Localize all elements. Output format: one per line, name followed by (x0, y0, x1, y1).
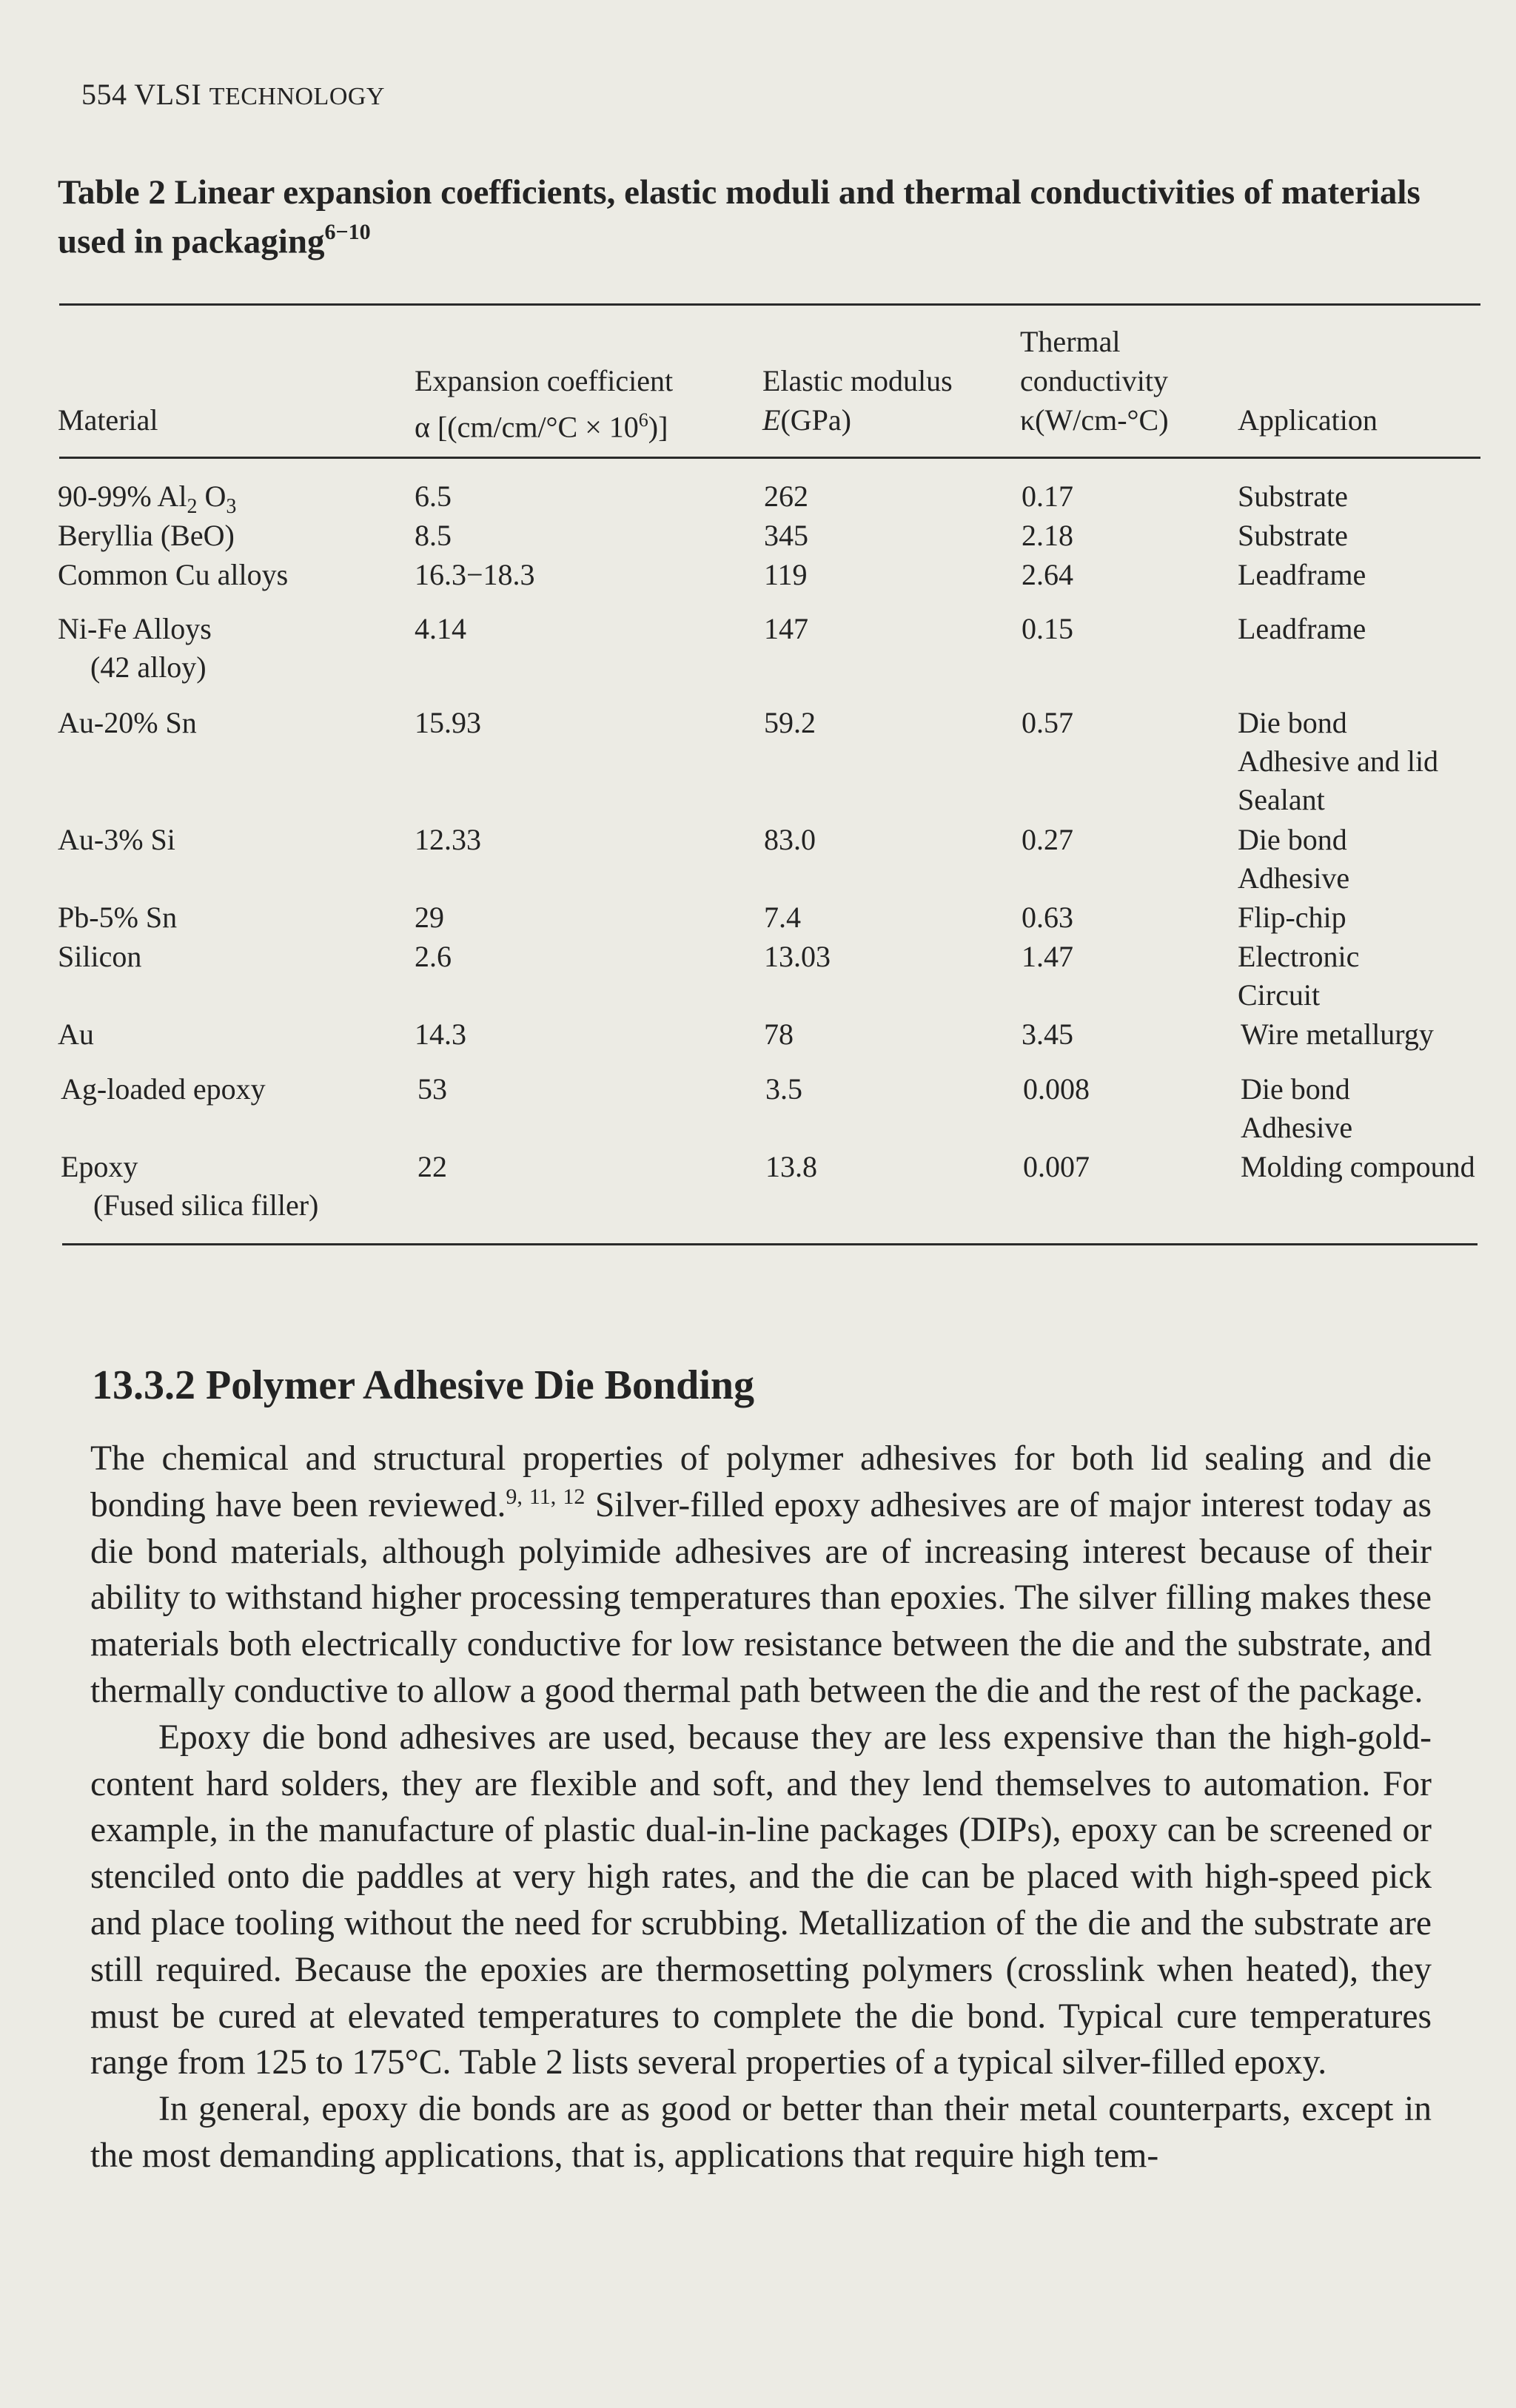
table-header-rule (59, 457, 1480, 459)
cell-material: Au-20% Sn (58, 706, 197, 739)
citation-reference: 9, 11, 12 (506, 1484, 586, 1509)
cell-expansion: 16.3−18.3 (415, 558, 535, 591)
table-bottom-rule (62, 1243, 1478, 1245)
table-top-rule (59, 303, 1480, 306)
cell-elastic: 78 (764, 1018, 794, 1051)
cell-material: Common Cu alloys (58, 558, 289, 591)
cell-expansion: 6.5 (415, 480, 452, 513)
cell-material: Au-3% Si (58, 823, 175, 856)
cell-expansion: 14.3 (415, 1018, 466, 1051)
body-text (90, 1436, 1432, 2179)
section-heading: 13.3.2 Polymer Adhesive Die Bonding (92, 1362, 755, 1408)
cell-application: Flip-chip (1238, 901, 1346, 934)
cell-application: Substrate (1238, 519, 1348, 552)
cell-thermal: 0.63 (1022, 901, 1073, 934)
header-application: Application (1238, 403, 1378, 437)
cell-application: Leadframe (1238, 558, 1366, 591)
cell-material: Epoxy (Fused silica filler) (61, 1150, 319, 1222)
cell-application: Leadframe (1238, 612, 1366, 645)
header-thermal: Thermal conductivity κ(W/cm-°C) (1020, 325, 1169, 437)
cell-elastic: 345 (764, 519, 808, 552)
cell-elastic: 3.5 (765, 1072, 802, 1106)
page-number: 554 (81, 78, 127, 111)
cell-expansion: 8.5 (415, 519, 452, 552)
cell-elastic: 83.0 (764, 823, 816, 856)
cell-expansion: 29 (415, 901, 444, 934)
cell-application: Die bond Adhesive (1241, 1072, 1353, 1144)
cell-elastic: 147 (764, 612, 808, 645)
cell-material: 90-99% $Al_2$ $O_3$ (58, 480, 237, 518)
cell-material: Ni-Fe Alloys (42 alloy) (58, 612, 212, 684)
cell-application: Wire metallurgy (1241, 1018, 1434, 1051)
cell-elastic: 59.2 (764, 706, 816, 739)
running-title-rest: TECHNOLOGY (209, 83, 385, 110)
cell-thermal: 0.008 (1023, 1072, 1090, 1106)
cell-thermal: 0.15 (1022, 612, 1073, 645)
cell-elastic: 7.4 (764, 901, 801, 934)
cell-material: Silicon (58, 940, 142, 973)
cell-elastic: 262 (764, 480, 808, 513)
header-expansion: Expansion coefficient α $[(cm/cm/^\circ C \times 10^6)]$ (415, 364, 674, 444)
table-caption (58, 172, 1464, 263)
cell-elastic: 13.8 (765, 1150, 817, 1183)
table-caption-text: Table 2 Linear expansion coefficients, elastic moduli and thermal conductivities of materials used in packaging (58, 173, 1421, 261)
cell-expansion: 2.6 (415, 940, 452, 973)
running-head (81, 77, 385, 112)
cell-thermal: 3.45 (1022, 1018, 1073, 1051)
cell-elastic: 119 (764, 558, 808, 591)
cell-thermal: 1.47 (1022, 940, 1073, 973)
cell-thermal: 0.57 (1022, 706, 1073, 739)
header-material: Material (58, 403, 158, 437)
running-title-prefix: VLSI (134, 78, 202, 111)
cell-application: Electronic Circuit (1238, 940, 1360, 1012)
cell-thermal: 0.007 (1023, 1150, 1090, 1183)
cell-application: Substrate (1238, 480, 1348, 513)
cell-thermal: 0.27 (1022, 823, 1073, 856)
cell-expansion: 4.14 (415, 612, 466, 645)
table-caption-reference: 6−10 (324, 220, 371, 244)
cell-expansion: 53 (417, 1072, 447, 1106)
cell-thermal: 2.18 (1022, 519, 1073, 552)
cell-application: Molding compound (1241, 1150, 1475, 1183)
paragraph: In general, epoxy die bonds are as good or better than their metal counterparts, except in the most demanding applications, that is, applications that require high tem- (90, 2090, 1432, 2175)
cell-material: Ag-loaded epoxy (61, 1072, 266, 1106)
cell-application: Die bond Adhesive and lid Sealant (1238, 706, 1439, 816)
cell-thermal: 2.64 (1022, 558, 1073, 591)
cell-material: Pb-5% Sn (58, 901, 178, 934)
paragraph: Epoxy die bond adhesives are used, because they are less expensive than the high-gold-content hard solders, they are flexible and soft, and they lend themselves to automation. For example, in the manufacture of plastic dual-in-line packages (DIPs), epoxy can be screened or stenciled onto die paddles at very high rates, and the die can be placed with high-speed pick and place tooling without the need for scrubbing. Metallization of the die and the substrate are still required. Because the epoxies are thermosetting polymers (crosslink when heated), they must be cured at elevated temperatures to complete the die bond. Typical cure temperatures range from 125 to 175°C. Table 2 lists several properties of a typical silver-filled epoxy. (90, 1718, 1432, 2082)
cell-expansion: 22 (417, 1150, 447, 1183)
cell-material: Au (58, 1018, 94, 1051)
cell-elastic: 13.03 (764, 940, 831, 973)
cell-material: Beryllia (BeO) (58, 519, 235, 552)
cell-expansion: 15.93 (415, 706, 481, 739)
cell-expansion: 12.33 (415, 823, 481, 856)
cell-thermal: 0.17 (1022, 480, 1073, 513)
paragraph: The chemical and structural properties of polymer adhesives for both lid sealing and die bonding have been reviewed.$^{9, 11, 12}$ Silver-filled epoxy adhesives are of major interest today as die bond materials, although polyimide adhesives are of increasing interest because of their ability to withstand higher processing temperatures than epoxies. The silver filling makes these materials both electrically conductive for low resistance between the die and the substrate, and thermally conductive to allow a good thermal path between the die and the rest of the package. (90, 1439, 1432, 1710)
header-elastic: Elastic modulus E(GPa) (762, 364, 953, 437)
cell-application: Die bond Adhesive (1238, 823, 1350, 895)
